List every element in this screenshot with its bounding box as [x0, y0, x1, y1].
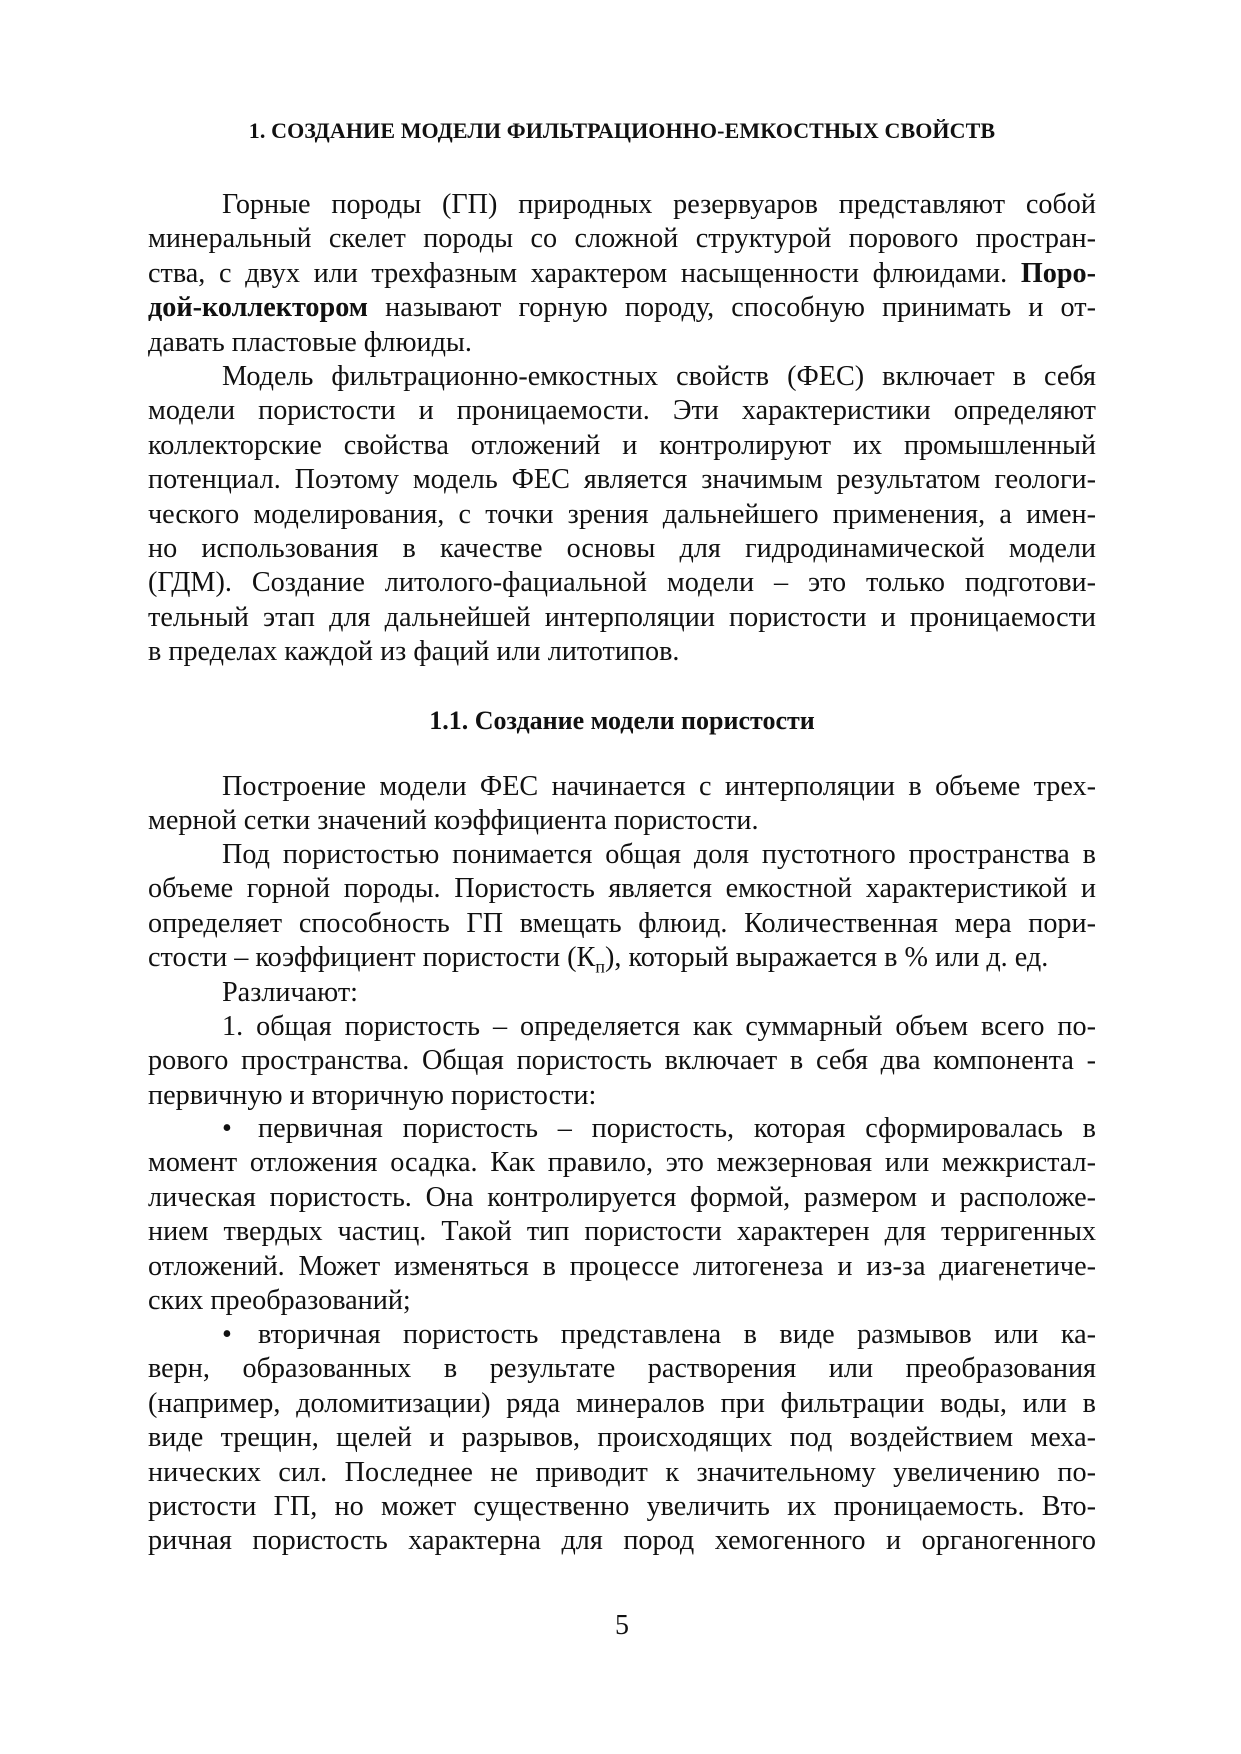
text-line: объеме горной породы. Пористость является емкостной характеристикой и — [148, 873, 1096, 905]
text-line — [148, 1318, 1096, 1352]
text-line: Модель фильтрационно-емкостных свойств (ФЕС) включает в себя — [222, 361, 1096, 392]
bullet-marker: • — [222, 1113, 232, 1144]
page-number: 5 — [615, 1610, 629, 1641]
text-fragment: называют горную породу, способную принимать и от- — [367, 292, 1096, 324]
text-line: 1. общая пористость – определяется как суммарный объем всего по- — [222, 1011, 1096, 1042]
text-line — [148, 291, 1096, 325]
bullet-item-secondary-porosity — [148, 1318, 1096, 1559]
text-line: минеральный скелет породы со сложной структурой порового простран- — [148, 223, 1096, 255]
text-line: первичную и вторичную пористости: — [148, 1079, 597, 1111]
text-line: мерной сетки значений коэффициента пористости. — [148, 805, 759, 837]
text-line: Построение модели ФЕС начинается с интерполяции в объеме трех- — [222, 771, 1096, 802]
text-line: лическая пористость. Она контролируется формой, размером и расположе- — [148, 1181, 1096, 1213]
text-line: Горные породы (ГП) природных резервуаров представляют собой — [222, 189, 1096, 220]
text-line: давать пластовые флюиды. — [148, 326, 472, 358]
paragraph-1 — [148, 188, 1096, 360]
text-line — [148, 257, 1096, 291]
text-line — [148, 1112, 1096, 1146]
text-line: нием твердых частиц. Такой тип пористости характерен для терригенных — [148, 1216, 1096, 1248]
text-fragment: ), который выражается в % или д. ед. — [604, 942, 1049, 974]
text-line: (ГДМ). Создание литолого-фациальной модели – это только подготови- — [148, 567, 1096, 599]
paragraph-4 — [148, 838, 1096, 976]
text-line: рового пространства. Общая пористость включает в себя два компонента - — [148, 1045, 1096, 1077]
text-fragment: ства, с двух или трехфазным характером насыщенности флюидами. — [148, 257, 1021, 289]
text-line: нических сил. Последнее не приводит к значительному увеличению по- — [148, 1456, 1096, 1488]
text-line: отложений. Может изменяться в процессе литогенеза и из-за диагенетиче- — [148, 1250, 1096, 1282]
text-line: Различают: — [222, 977, 358, 1008]
text-line: ристости ГП, но может существенно увеличить их проницаемость. Вто- — [148, 1490, 1096, 1522]
text-line: определяет способность ГП вмещать флюид. Количественная мера пори- — [148, 907, 1096, 939]
paragraph-6 — [148, 1010, 1096, 1113]
text-fragment: вторичная пористость представлена в виде размывов или ка- — [258, 1319, 1096, 1350]
text-line: тельный этап для дальнейшей интерполяции пористости и проницаемости — [148, 601, 1096, 633]
text-line: ричная пористость характерна для пород хемогенного и органогенного — [148, 1525, 1096, 1557]
bold-term: дой-коллектором — [148, 292, 368, 324]
text-line: ских преобразований; — [148, 1284, 411, 1316]
text-line: момент отложения осадка. Как правило, это межзерновая или межкристал- — [148, 1147, 1096, 1179]
text-line: ческого моделирования, с точки зрения дальнейшего применения, а имен- — [148, 498, 1096, 530]
paragraph-2 — [148, 360, 1096, 670]
paragraph-3 — [148, 770, 1096, 839]
bullet-item-primary-porosity — [148, 1112, 1096, 1318]
text-fragment: первичная пористость – пористость, которая сформировалась в — [258, 1113, 1096, 1144]
text-fragment: стости – коэффициент пористости (К — [148, 942, 596, 974]
text-line: потенциал. Поэтому модель ФЕС является значимым результатом геологи- — [148, 464, 1096, 496]
text-line: (например, доломитизации) ряда минералов при фильтрации воды, или в — [148, 1387, 1096, 1419]
document-page — [148, 0, 1096, 1754]
subsection-title: 1.1. Создание модели пористости — [429, 706, 815, 735]
text-line: Под пористостью понимается общая доля пустотного пространства в — [222, 839, 1096, 870]
text-line — [148, 941, 1096, 975]
paragraph-5 — [148, 976, 1096, 1010]
bullet-marker: • — [222, 1319, 232, 1350]
section-title: 1. СОЗДАНИЕ МОДЕЛИ ФИЛЬТРАЦИОННО-ЕМКОСТНЫХ СВОЙСТВ — [248, 118, 996, 143]
subscript: п — [595, 956, 605, 977]
text-line: но использования в качестве основы для гидродинамической модели — [148, 532, 1096, 564]
text-line: в пределах каждой из фаций или литотипов. — [148, 636, 680, 668]
text-line: модели пористости и проницаемости. Эти характеристики определяют — [148, 395, 1096, 427]
text-line: коллекторские свойства отложений и контролируют их промышленный — [148, 429, 1096, 461]
text-line: виде трещин, щелей и разрывов, происходящих под воздействием меха- — [148, 1422, 1096, 1454]
bold-term: Поро- — [1020, 257, 1096, 289]
text-line: верн, образованных в результате растворения или преобразования — [148, 1353, 1096, 1385]
